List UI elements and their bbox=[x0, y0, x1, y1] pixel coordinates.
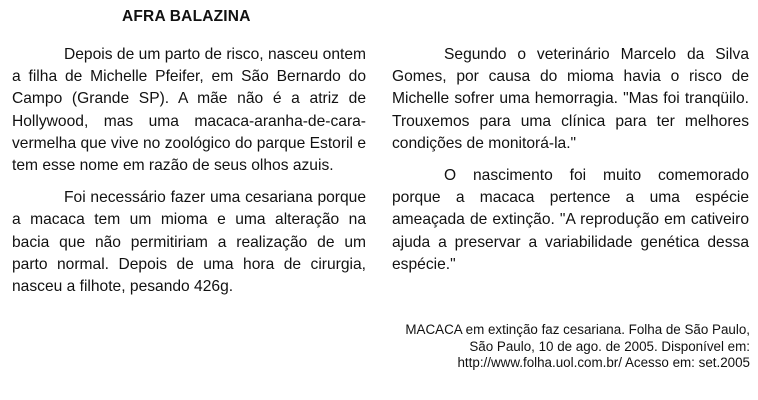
paragraph-3: Segundo o veterinário Marcelo da Silva Gomes, por causa do mioma havia o risco de Michelle sofrer uma hemorragia. "Mas foi tranqüilo. Trouxemos para uma clínica para ter melhores condições de monitorá-la." bbox=[392, 46, 749, 152]
paragraph-1: Depois de um parto de risco, nasceu ontem a filha de Michelle Pfeifer, em São Bernardo do Campo (Grande SP). A mãe não é a atriz de Hollywood, mas uma macaca-aranha-de-cara-vermelha que vive no zoológico do parque Estoril e tem esse nome em razão de seus olhos azuis. bbox=[12, 46, 366, 175]
source-citation: MACACA em extinção faz cesariana. Folha de São Paulo, São Paulo, 10 de ago. de 2005. Disponível em: http://www.folha.uol.com.br/ Acesso em: set.2005 bbox=[405, 322, 750, 371]
article-author: AFRA BALAZINA bbox=[122, 8, 251, 25]
right-column bbox=[392, 44, 749, 286]
left-column bbox=[12, 44, 366, 308]
paragraph-4: O nascimento foi muito comemorado porque a macaca pertence a uma espécie ameaçada de extinção. "A reprodução em cativeiro ajuda a preservar a variabilidade genética dessa espécie." bbox=[392, 167, 749, 273]
paragraph-2: Foi necessário fazer uma cesariana porque a macaca tem um mioma e uma alteração na bacia que não permitiriam a realização de um parto normal. Depois de uma hora de cirurgia, nasceu a filhote, pesando 426g. bbox=[12, 189, 366, 296]
